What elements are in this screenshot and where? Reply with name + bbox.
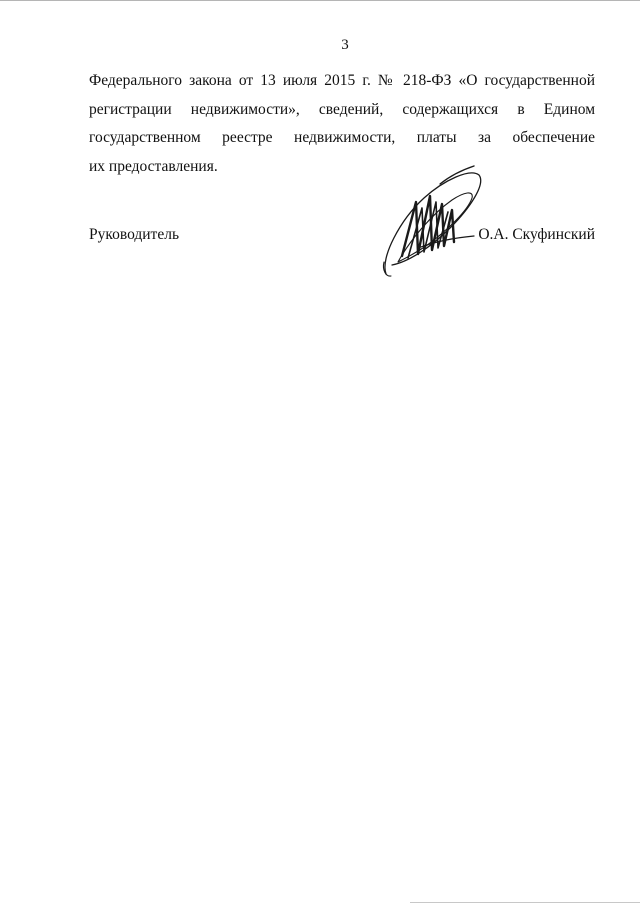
signer-name: О.А. Скуфинский	[478, 226, 595, 243]
paragraph-line-3: государственном реестре недвижимости, платы за обеспечение	[89, 129, 595, 146]
paragraph-line-2: регистрации недвижимости», сведений, содержащихся в Едином	[89, 100, 595, 118]
document-paragraph	[89, 67, 595, 181]
top-border-line	[0, 0, 640, 1]
paragraph-line-4: их предоставления.	[89, 157, 218, 175]
signature-block	[89, 222, 595, 248]
position-title: Руководитель	[89, 226, 180, 243]
page-number: 3	[341, 37, 349, 53]
handwritten-signature-icon	[378, 162, 490, 280]
bottom-border-line	[410, 902, 640, 903]
paragraph-line-1: Федерального закона от 13 июля 2015 г. № 218-ФЗ «О государственной	[89, 72, 595, 89]
